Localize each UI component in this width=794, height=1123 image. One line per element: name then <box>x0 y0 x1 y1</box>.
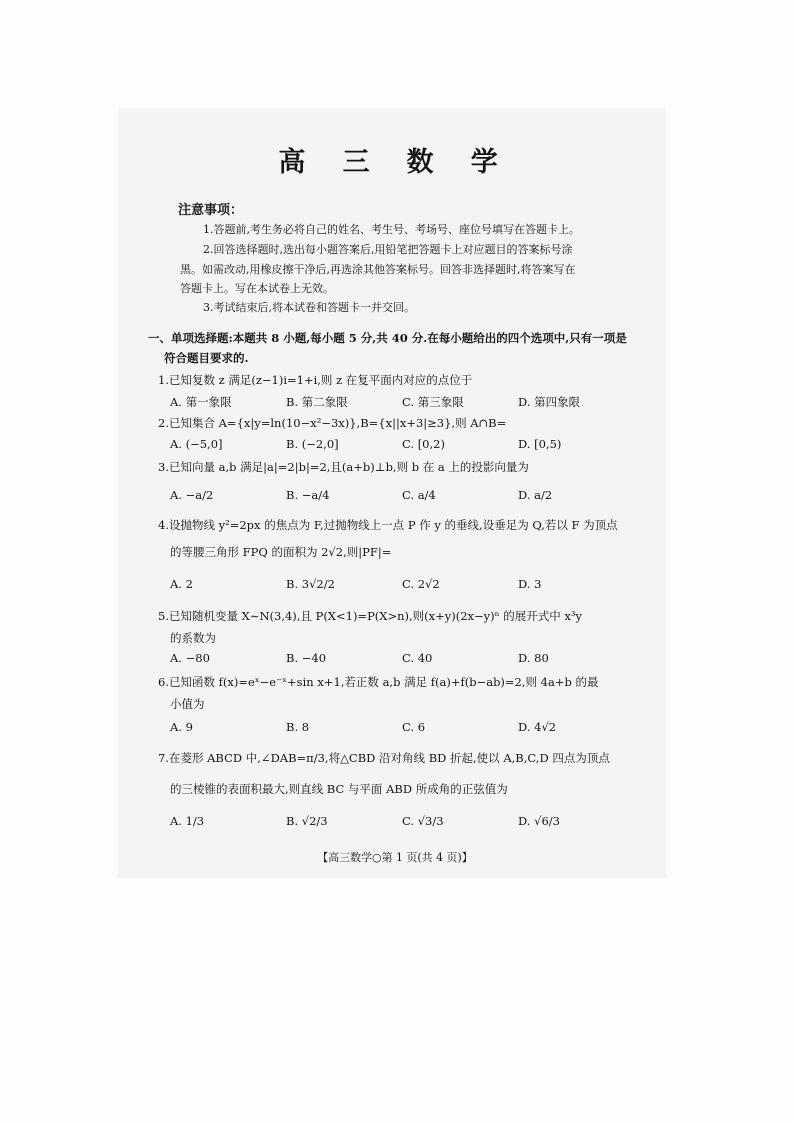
question-6-option-a: A. 9 <box>170 720 193 734</box>
question-7-option-b: B. √2/3 <box>286 814 328 828</box>
question-5-option-b: B. −40 <box>286 651 327 665</box>
question-2-option-c: C. [0,2) <box>402 437 445 451</box>
question-4-option-c: C. 2√2 <box>402 577 440 591</box>
question-3-option-d: D. a/2 <box>518 488 553 502</box>
question-6-option-b: B. 8 <box>286 720 310 734</box>
section-1-heading: 一、单项选择题:本题共 8 小题,每小题 5 分,共 40 分.在每小题给出的四个选项中,只有一项是 <box>148 331 627 345</box>
notice-line-2a: 2.回答选择题时,选出每小题答案后,用铅笔把答题卡上对应题目的答案标号涂 <box>203 243 573 256</box>
notice-line-3: 3.考试结束后,将本试卷和答题卡一并交回。 <box>203 301 415 314</box>
question-1-option-c: C. 第三象限 <box>402 395 464 409</box>
question-7-option-c: C. √3/3 <box>402 814 444 828</box>
question-2-option-a: A. (−5,0] <box>170 437 223 451</box>
question-7-stem-line-2: 的三棱锥的表面积最大,则直线 BC 与平面 ABD 所成角的正弦值为 <box>170 782 508 796</box>
question-1-option-d: D. 第四象限 <box>518 395 581 409</box>
question-4-stem-line-1: 4.设抛物线 y²=2px 的焦点为 F,过抛物线上一点 P 作 y 的垂线,设垂足为 Q,若以 F 为顶点 <box>158 518 618 532</box>
question-7-option-d: D. √6/3 <box>518 814 560 828</box>
question-1-stem: 1.已知复数 z 满足(z−1)i=1+i,则 z 在复平面内对应的点位于 <box>158 373 473 387</box>
question-5-option-c: C. 40 <box>402 651 433 665</box>
page-footer: 【高三数学○第 1 页(共 4 页)】 <box>317 851 473 864</box>
question-3-option-b: B. −a/4 <box>286 488 330 502</box>
question-3-stem: 3.已知向量 a,b 满足|a|=2|b|=2,且(a+b)⊥b,则 b 在 a 上的投影向量为 <box>158 460 529 474</box>
question-6-option-c: C. 6 <box>402 720 426 734</box>
question-6-stem-line-1: 6.已知函数 f(x)=eˣ−e⁻ˣ+sin x+1,若正数 a,b 满足 f(a)+f(b−ab)=2,则 4a+b 的最 <box>158 675 599 689</box>
question-2-stem: 2.已知集合 A={x|y=ln(10−x²−3x)},B={x||x+3|≥3},则 A∩B= <box>158 416 507 430</box>
question-5-option-a: A. −80 <box>170 651 210 665</box>
notice-line-2b: 黑。如需改动,用橡皮擦干净后,再选涂其他答案标号。回答非选择题时,将答案写在 <box>180 263 576 276</box>
question-3-option-c: C. a/4 <box>402 488 436 502</box>
question-7-stem-line-1: 7.在菱形 ABCD 中,∠DAB=π/3,将△CBD 沿对角线 BD 折起,使以 A,B,C,D 四点为顶点 <box>158 751 610 765</box>
section-1-heading-cont: 符合题目要求的. <box>164 351 249 365</box>
question-7-option-a: A. 1/3 <box>170 814 205 828</box>
notice-line-1: 1.答题前,考生务必将自己的姓名、考生号、考场号、座位号填写在答题卡上。 <box>203 223 580 236</box>
question-6-stem-line-2: 小值为 <box>170 697 205 711</box>
question-6-option-d: D. 4√2 <box>518 720 557 734</box>
question-5-stem-line-2: 的系数为 <box>170 631 216 645</box>
page-title: 高 三 数 学 <box>278 147 512 178</box>
question-5-stem-line-1: 5.已知随机变量 X∼N(3,4),且 P(X<1)=P(X>n),则(x+y)(2x−y)ⁿ 的展开式中 x³y <box>158 609 583 623</box>
question-1-option-b: B. 第二象限 <box>286 395 348 409</box>
question-3-option-a: A. −a/2 <box>170 488 214 502</box>
question-2-option-d: D. [0,5) <box>518 437 562 451</box>
question-4-stem-line-2: 的等腰三角形 FPQ 的面积为 2√2,则|PF|= <box>170 545 392 559</box>
question-4-option-a: A. 2 <box>170 577 193 591</box>
question-5-option-d: D. 80 <box>518 651 549 665</box>
question-1-option-a: A. 第一象限 <box>170 395 232 409</box>
question-4-option-b: B. 3√2/2 <box>286 577 335 591</box>
question-4-option-d: D. 3 <box>518 577 542 591</box>
question-2-option-b: B. (−2,0] <box>286 437 339 451</box>
notice-line-2c: 答题卡上。写在本试卷上无效。 <box>180 282 334 295</box>
notice-heading: 注意事项： <box>178 203 244 218</box>
